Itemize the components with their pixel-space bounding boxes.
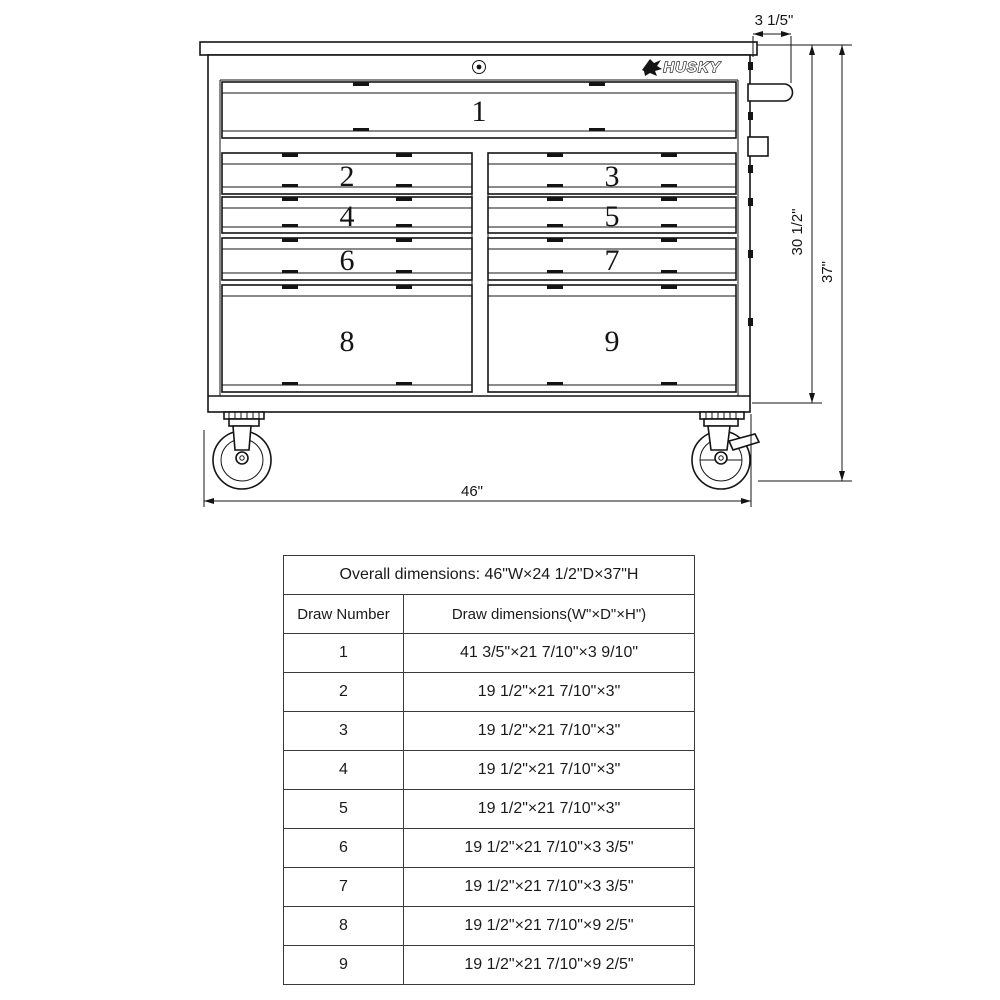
caster-right — [692, 412, 759, 489]
table-row — [284, 751, 695, 790]
table-row — [284, 712, 695, 751]
drawer-label: 2 — [339, 160, 355, 193]
dim-label-handle-depth: 3 1/5" — [754, 12, 794, 29]
draw-dimensions-cell: 19 1/2"×21 7/10"×9 2/5" — [404, 907, 695, 946]
drawer-1 — [222, 82, 736, 138]
draw-dimensions-cell: 19 1/2"×21 7/10"×3" — [404, 751, 695, 790]
draw-dimensions-cell: 19 1/2"×21 7/10"×3 3/5" — [404, 868, 695, 907]
draw-number-cell: 1 — [284, 634, 404, 673]
caster-left — [213, 412, 271, 489]
table-row — [284, 868, 695, 907]
draw-dimensions-cell: 19 1/2"×21 7/10"×3 3/5" — [404, 829, 695, 868]
cabinet-top-lip — [200, 42, 757, 55]
dimensions-table — [283, 555, 695, 985]
draw-dimensions-cell: 19 1/2"×21 7/10"×3" — [404, 790, 695, 829]
dim-overall-width — [204, 414, 751, 507]
table-row — [284, 907, 695, 946]
draw-number-cell: 7 — [284, 868, 404, 907]
table-header-row — [284, 595, 695, 634]
table-row — [284, 946, 695, 985]
draw-number-cell: 5 — [284, 790, 404, 829]
side-handle — [748, 84, 793, 101]
drawer-label: 7 — [604, 244, 620, 277]
draw-number-cell: 4 — [284, 751, 404, 790]
drawer-label: 6 — [339, 244, 355, 277]
drawer-5 — [488, 197, 736, 233]
draw-number-cell: 9 — [284, 946, 404, 985]
drawer-6 — [222, 238, 472, 280]
table-title: Overall dimensions: 46"W×24 1/2"D×37"H — [284, 556, 695, 595]
dim-label-cabinet-height: 30 1/2" — [789, 208, 806, 256]
drawer-9 — [488, 285, 736, 392]
drawer-label: 3 — [604, 160, 620, 193]
drawer-3 — [488, 153, 736, 194]
column-header-draw-dimensions: Draw dimensions(W"×D"×H") — [404, 595, 695, 634]
column-header-draw-number: Draw Number — [284, 595, 404, 634]
drawer-8 — [222, 285, 472, 392]
dim-handle-depth — [753, 12, 793, 83]
drawer-4 — [222, 197, 472, 233]
drawer-7 — [488, 238, 736, 280]
draw-number-cell: 6 — [284, 829, 404, 868]
dim-label-overall-width: 46" — [460, 483, 484, 500]
draw-dimensions-cell: 19 1/2"×21 7/10"×9 2/5" — [404, 946, 695, 985]
draw-number-cell: 2 — [284, 673, 404, 712]
drawer-label: 4 — [339, 200, 355, 233]
dim-label-overall-height: 37" — [819, 260, 836, 284]
draw-dimensions-cell: 41 3/5"×21 7/10"×3 9/10" — [404, 634, 695, 673]
side-bracket — [748, 137, 768, 156]
drawer-label: 8 — [339, 325, 355, 358]
drawer-label: 1 — [471, 95, 487, 128]
draw-number-cell: 8 — [284, 907, 404, 946]
drawer-2 — [222, 153, 472, 194]
drawer-label: 5 — [604, 200, 620, 233]
table-title-row — [284, 556, 695, 595]
table-row — [284, 634, 695, 673]
draw-dimensions-cell: 19 1/2"×21 7/10"×3" — [404, 712, 695, 751]
draw-number-cell: 3 — [284, 712, 404, 751]
drawer-label: 9 — [604, 325, 620, 358]
table-row — [284, 673, 695, 712]
dim-overall-height — [758, 45, 852, 481]
draw-dimensions-cell: 19 1/2"×21 7/10"×3" — [404, 673, 695, 712]
brand-text: HUSKY — [663, 59, 721, 76]
table-row — [284, 790, 695, 829]
table-row — [284, 829, 695, 868]
